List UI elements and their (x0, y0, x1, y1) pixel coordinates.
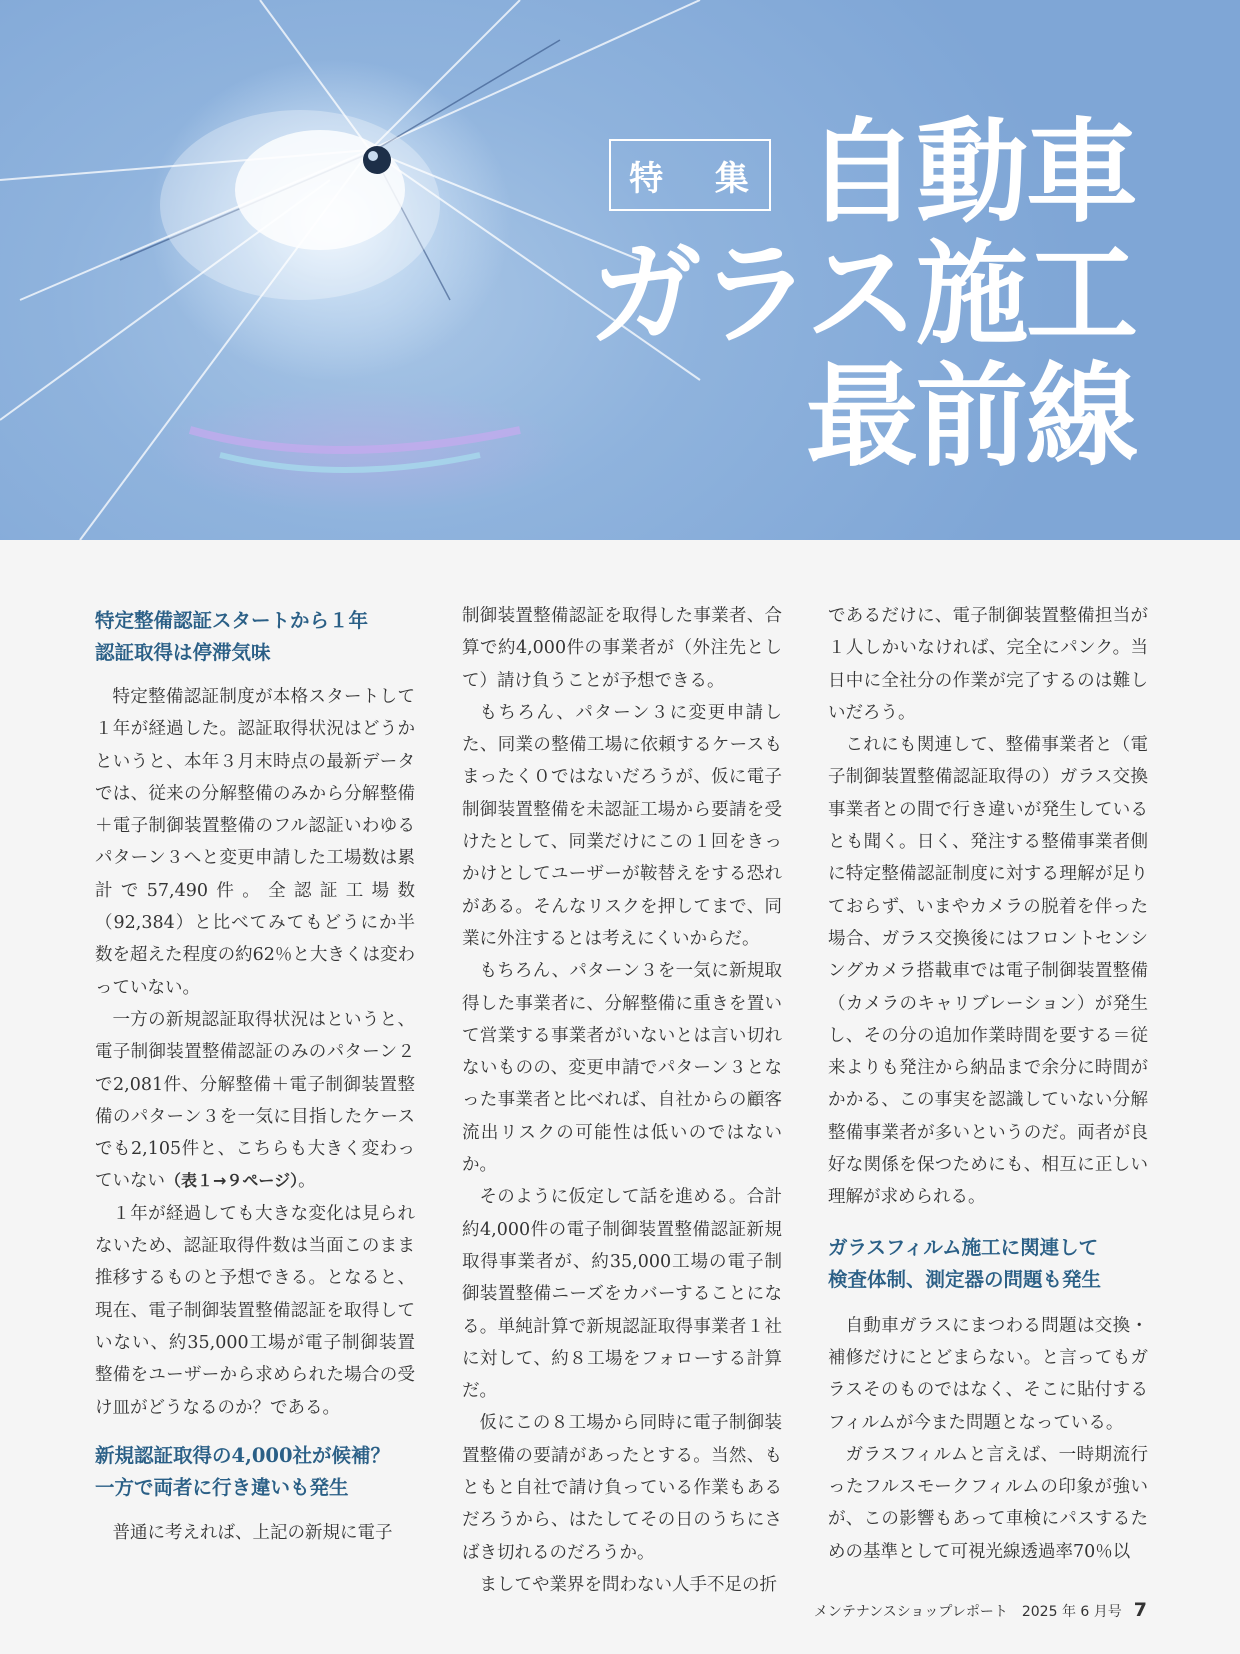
paragraph: そのように仮定して話を進める。合計約4,000件の電子制御装置整備認証新規取得事業者が、約35,000工場の電子制御装置整備ニーズをカバーすることになる。単純計算で新規認証取得事業者１社に対して、約８工場をフォローする計算だ。 (462, 1187, 782, 1402)
title-line-2: ガラス施工 (589, 230, 1136, 360)
article-column-3 (828, 600, 1148, 1568)
article-column-2 (462, 600, 782, 1601)
heading-line: 検査体制、測定器の問題も発生 (828, 1267, 1102, 1291)
hero-banner (0, 0, 1240, 540)
paragraph-text: 一方の新規認証取得状況はというと、電子制御装置整備認証のみのパターン２で2,081件、分解整備＋電子制御装置整備のパターン３を一気に目指したケースでも2,105件と、こちらも大きく変わっていない (95, 1009, 415, 1192)
heading-line: 認証取得は停滞気味 (95, 641, 271, 664)
page-footer (814, 1599, 1147, 1621)
paragraph: １年が経過しても大きな変化は見られないため、認証取得件数は当面このまま推移するものと予想できる。となると、現在、電子制御装置整備認証を取得していない、約35,000工場が電子制御装置整備をユーザーから求められた場合の受け皿がどうなるのか？である。 (95, 1203, 415, 1418)
paragraph: 自動車ガラスにまつわる問題は交換・補修だけにとどまらない。と言ってもガラスそのものではなく、そこに貼付するフィルムが今また問題となっている。 (828, 1315, 1148, 1433)
feature-title (589, 108, 1136, 482)
paragraph (95, 1004, 415, 1198)
feature-badge: 特 集 (609, 139, 771, 211)
title-line-1: 自動車 (806, 108, 1136, 238)
page-number: 7 (1133, 1599, 1147, 1621)
heading-line: 新規認証取得の4,000社が候補？ (95, 1443, 391, 1467)
publication-info: メンテナンスショップレポート 2025 年 6 月号 (813, 1604, 1122, 1620)
title-line-3: 最前線 (806, 352, 1136, 482)
section-heading (828, 1232, 1148, 1296)
paragraph: 普通に考えれば、上記の新規に電子 (112, 1522, 393, 1543)
table-reference: （表１→９ページ） (165, 1171, 299, 1191)
paragraph: もちろん、パターン３に変更申請した、同業の整備工場に依頼するケースもまったく０ではないだろうが、仮に電子制御装置整備を未認証工場から要請を受けたとして、同業だけにこの１回をきっかけとしてユーザーが鞍替えをする恐れがある。そんなリスクを押してまで、同業に外注するとは考えにくいからだ。 (462, 702, 782, 949)
paragraph: ガラスフィルムと言えば、一時期流行ったフルスモークフィルムの印象が強いが、この影響もあって車検にパスするための基準として可視光線透過率70％以 (828, 1444, 1148, 1562)
heading-line: ガラスフィルム施工に関連して (828, 1235, 1099, 1259)
paragraph: ましてや業界を問わない人手不足の折 (479, 1574, 777, 1595)
heading-line: 一方で両者に行き違いも発生 (95, 1475, 349, 1499)
paragraph-end: 。 (298, 1171, 316, 1192)
paragraph: 仮にこの８工場から同時に電子制御装置整備の要請があったとする。当然、もともと自社で請け負っている作業もあるだろうから、はたしてその日のうちにさばき切れるのだろうか。 (462, 1413, 782, 1563)
paragraph: もちろん、パターン３を一気に新規取得した事業者に、分解整備に重きを置いて営業する事業者がいないとは言い切れないものの、変更申請でパターン３となった事業者と比べれば、自社からの顧客流出リスクの可能性は低いのではないか。 (462, 961, 782, 1176)
paragraph: 特定整備認証制度が本格スタートして１年が経過した。認証取得状況はどうかというと、本年３月末時点の最新データでは、従来の分解整備のみから分解整備＋電子制御装置整備のフル認証いわゆるパターン３へと変更申請した工場数は累計で57,490件。全認証工場数（92,384）と比べてみてもどうにか半数を超えた程度の約62％と大きくは変わっていない。 (95, 687, 415, 998)
paragraph: であるだけに、電子制御装置整備担当が１人しかいなければ、完全にパンク。当日中に全社分の作業が完了するのは難しいだろう。 (828, 606, 1148, 723)
section-heading (95, 1440, 415, 1504)
paragraph: これにも関連して、整備事業者と（電子制御装置整備認証取得の）ガラス交換事業者との間で行き違いが発生しているとも聞く。日く、発注する整備事業者側に特定整備認証制度に対する理解が足りておらず、いまやカメラの脱着を伴った場合、ガラス交換後にはフロントセンシングカメラ搭載車では電子制御装置整備（カメラのキャリブレーション）が発生し、その分の追加作業時間を要する＝従来よりも発注から納品まで余分に時間がかかる、この事実を認識していない分解整備事業者が多いというのだ。両者が良好な関係を保つためにも、相互に正しい理解が求められる。 (828, 735, 1148, 1208)
heading-line: 特定整備認証スタートから１年 (95, 609, 369, 632)
article-column-1 (95, 600, 415, 1549)
section-heading (95, 605, 415, 669)
paragraph: 制御装置整備認証を取得した事業者、合算で約4,000件の事業者が（外注先として）請け負うことが予想できる。 (462, 606, 782, 691)
